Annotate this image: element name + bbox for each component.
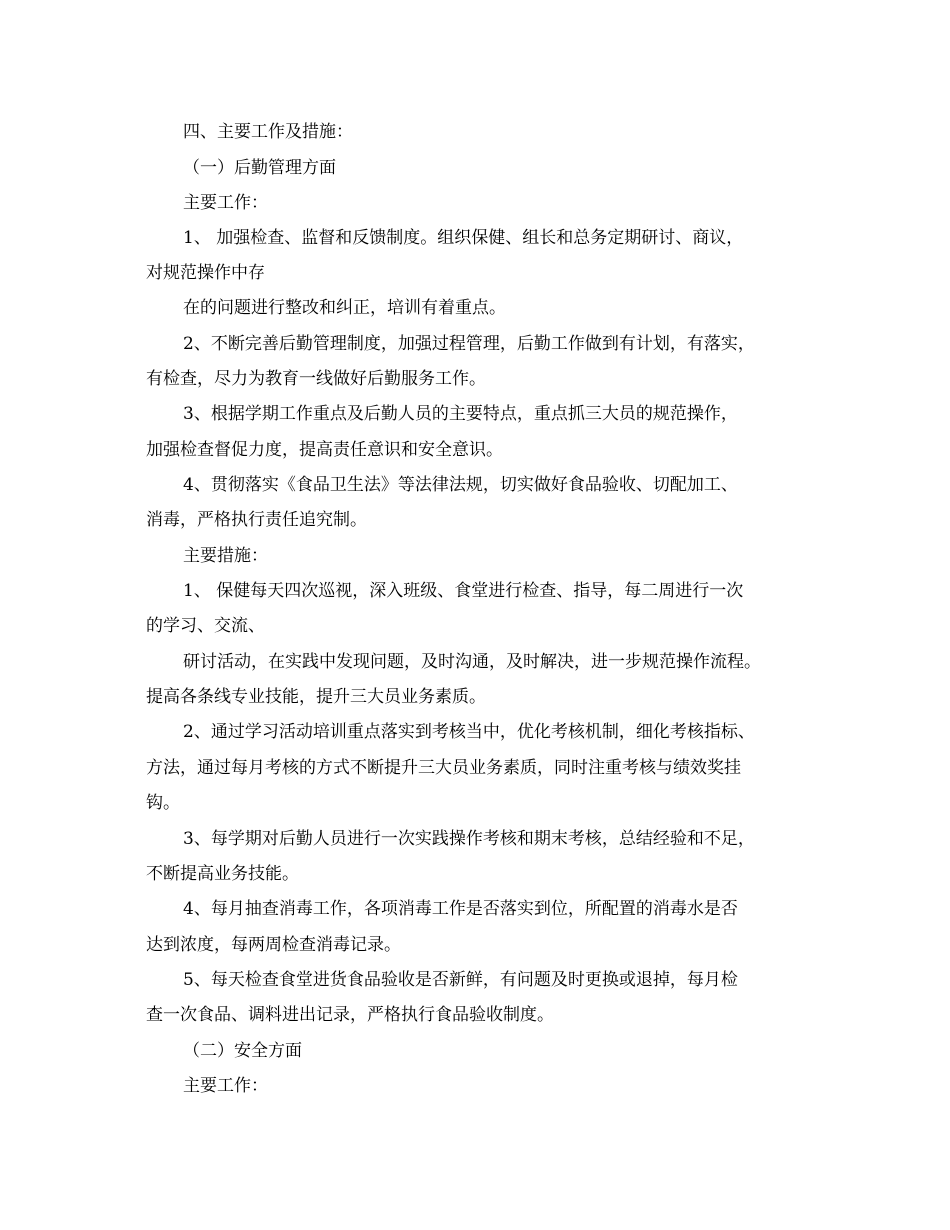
text-line: 3、每学期对后勤人员进行一次实践操作考核和期末考核，总结经验和不足，	[183, 829, 755, 849]
text-line: 查一次食品、调料进出记录，严格执行食品验收制度。	[146, 1005, 554, 1025]
text-line: 1、 保健每天四次巡视，深入班级、食堂进行检查、指导，每二周进行一次	[183, 581, 744, 601]
text-line: 不断提高业务技能。	[146, 864, 299, 884]
text-line: 4、每月抽查消毒工作，各项消毒工作是否落实到位，所配置的消毒水是否	[183, 899, 738, 919]
text-line: 3、根据学期工作重点及后勤人员的主要特点，重点抓三大员的规范操作，	[183, 404, 738, 424]
text-line: 有检查，尽力为教育一线做好后勤服务工作。	[146, 369, 486, 389]
text-line: 提高各条线专业技能，提升三大员业务素质。	[146, 687, 486, 707]
text-line: 消毒，严格执行责任追究制。	[146, 510, 367, 530]
text-line: 2、通过学习活动培训重点落实到考核当中，优化考核机制，细化考核指标、	[183, 722, 755, 742]
text-line: 2、不断完善后勤管理制度，加强过程管理，后勤工作做到有计划，有落实，	[183, 334, 755, 354]
text-line: （二）安全方面	[183, 1041, 302, 1061]
text-line: 主要工作：	[183, 1076, 268, 1096]
text-line: 主要工作：	[183, 193, 268, 213]
text-line: （一）后勤管理方面	[183, 158, 336, 178]
text-line: 钩。	[146, 793, 180, 813]
text-line: 达到浓度，每两周检查消毒记录。	[146, 935, 401, 955]
text-line: 1、 加强检查、监督和反馈制度。组织保健、组长和总务定期研讨、商议，	[183, 228, 744, 248]
text-line: 的学习、交流、	[146, 616, 265, 636]
text-line: 四、主要工作及措施：	[183, 122, 353, 142]
text-line: 研讨活动，在实践中发现问题，及时沟通，及时解决，进一步规范操作流程。	[183, 652, 761, 672]
text-line: 主要措施：	[183, 546, 268, 566]
text-line: 方法，通过每月考核的方式不断提升三大员业务素质，同时注重考核与绩效奖挂	[146, 758, 741, 778]
text-line: 在的问题进行整改和纠正，培训有着重点。	[183, 298, 506, 318]
text-line: 5、每天检查食堂进货食品验收是否新鲜，有问题及时更换或退掉，每月检	[183, 970, 738, 990]
text-line: 对规范操作中存	[146, 263, 265, 283]
text-line: 加强检查督促力度，提高责任意识和安全意识。	[146, 440, 503, 460]
text-line: 4、贯彻落实《食品卫生法》等法律法规，切实做好食品验收、切配加工、	[183, 475, 738, 495]
